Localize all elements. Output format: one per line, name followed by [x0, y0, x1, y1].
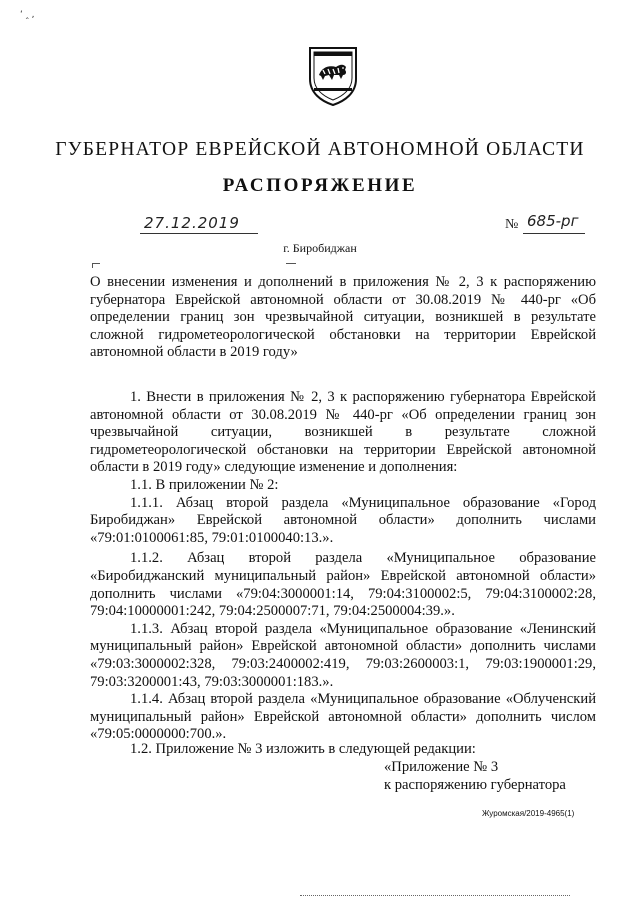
body-line: 1.1.4. Абзац второй раздела «Муниципальное образование «Облученский — [130, 691, 596, 708]
document-number: 685-рг — [527, 212, 579, 230]
appendix-header — [384, 759, 604, 794]
appendix-line: «Приложение № 3 — [384, 759, 499, 775]
body-line: муниципальный район» Еврейской автономной области» дополнить числами — [90, 638, 596, 655]
subject-line: сложной гидрометеорологической обстановки на территории Еврейской — [90, 326, 596, 343]
body-line: 1. Внести в приложения № 2, 3 к распоряжению губернатора Еврейской — [130, 389, 596, 405]
city-name: г. Биробиджан — [283, 241, 357, 255]
issuer-heading: ГУБЕРНАТОР ЕВРЕЙСКОЙ АВТОНОМНОЙ ОБЛАСТИ — [55, 139, 585, 160]
corner-tick-left — [92, 263, 100, 264]
body-line: Биробиджан» Еврейской автономной области» дополнить числами — [90, 512, 596, 529]
body-line: «79:05:0000000:700.». — [90, 726, 227, 743]
body-line: «79:03:3000002:328, 79:03:2400002:419, 79:03:2600003:1, 79:03:1900001:29, — [90, 655, 596, 672]
body-line: 1.1.3. Абзац второй раздела «Муниципальное образование «Ленинский — [130, 620, 596, 637]
body-line: 79:04:10000001:242, 79:04:2500007:71, 79:04:2500004:39.». — [90, 603, 455, 620]
corner-tick-right — [286, 263, 296, 264]
subject-line: автономной области в 2019 году» — [90, 344, 298, 361]
coat-of-arms-emblem — [307, 45, 359, 107]
scan-edge-line — [300, 895, 570, 896]
subject-line: О внесении изменения и дополнений в приложения № 2, 3 к распоряжению — [90, 274, 596, 290]
footer-reference: Журомская/2019-4965(1) — [482, 809, 575, 818]
scan-mark: ʻ ‸ , — [20, 10, 35, 20]
body-line: «Биробиджанский муниципальный район» Еврейской автономной области» — [90, 567, 596, 584]
document-type-title: РАСПОРЯЖЕНИЕ — [222, 175, 418, 196]
item-1-2 — [90, 741, 596, 759]
body-line: чрезвычайной ситуации, возникшей в результате сложной — [90, 424, 596, 441]
body-line: 1.1.2. Абзац второй раздела «Муниципальное образование — [130, 550, 596, 567]
document-subject — [90, 274, 596, 362]
appendix-line: к распоряжению губернатора — [384, 776, 566, 793]
body-line: 79:03:3200001:43, 79:03:3000001:183.». — [90, 673, 334, 690]
item-1-1: 1.1. В приложении № 2: — [130, 476, 279, 493]
body-line: муниципальный район» Еврейской автономной области» дополнить числом — [90, 708, 596, 725]
subject-line: определении границ зон чрезвычайной ситуации, возникшей в результате — [90, 309, 596, 326]
body-line: 1.1.1. Абзац второй раздела «Муниципальное образование «Город — [130, 494, 596, 511]
body-line: области в 2019 году» следующие изменение и дополнения: — [90, 459, 458, 476]
body-line: автономной области от 30.08.2019 № 440-рг «Об определении границ зон — [90, 406, 596, 423]
body-line: дополнить числами «79:04:3000001:14, 79:04:3100002:5, 79:04:3100002:28, — [90, 585, 596, 602]
body-line: гидрометеорологической обстановки на территории Еврейской автономной — [90, 441, 596, 458]
number-label: № — [505, 217, 519, 232]
date-underline — [140, 233, 258, 234]
item-1 — [90, 389, 596, 744]
body-line: «79:01:0100061:85, 79:01:0100040:13.». — [90, 529, 334, 546]
number-underline — [523, 233, 585, 234]
body-line: 1.2. Приложение № 3 изложить в следующей редакции: — [130, 741, 476, 757]
document-date: 27.12.2019 — [144, 214, 240, 232]
subject-line: губернатора Еврейской автономной области от 30.08.2019 № 440-рг «Об — [90, 291, 596, 308]
corner-tick-left-vertical — [92, 263, 93, 268]
